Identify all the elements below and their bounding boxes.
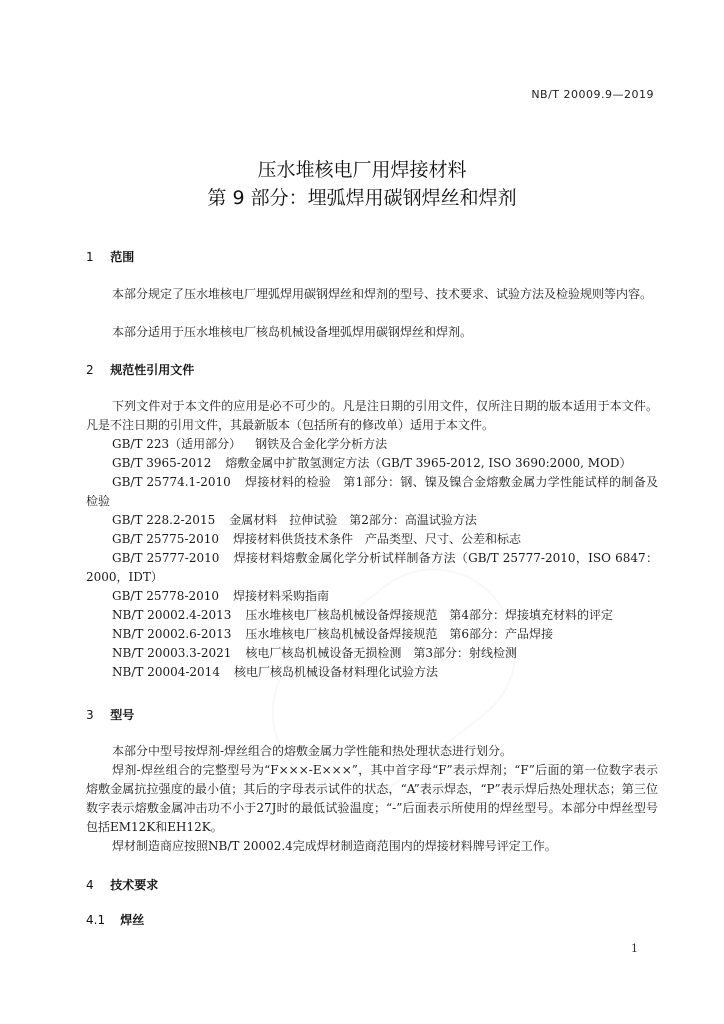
reference-code: NB/T 20003.3-2021 (112, 646, 232, 660)
reference-item (86, 435, 658, 454)
section-3-paragraph-1: 本部分中型号按焊剂-焊丝组合的熔敷金属力学性能和热处理状态进行划分。 (112, 744, 513, 758)
reference-code: GB/T 223（适用部分） (112, 437, 242, 451)
reference-item (86, 511, 658, 530)
reference-title: 焊接材料熔敷金属化学分析试样制备方法（GB/T 25777-2010，ISO 6847：2000，IDT） (86, 551, 658, 584)
section-1-paragraph-2: 本部分适用于压水堆核电厂核岛机械设备埋弧焊用碳钢焊丝和焊剂。 (112, 325, 473, 339)
title-line-1: 压水堆核电厂用焊接材料 (257, 159, 467, 181)
section-1-heading (86, 248, 134, 265)
reference-title: 焊接材料采购指南 (233, 589, 330, 603)
document-title (0, 156, 724, 212)
reference-code: NB/T 20002.6-2013 (112, 627, 232, 641)
section-3-paragraph-2: 焊剂-焊丝组合的完整型号为“F×××-E×××”，其中首字母“F”表示焊剂；“F”后面的第一位数字表示熔敷金属抗拉强度的最小值；其后的字母表示试件的状态，“A”表示焊态，“P”表示焊后热处理状态；第三位数字表示熔敷金属冲击功不小于27J时的最低试验温度；“-”后面表示所使用的焊丝型号。本部分中焊丝型号包括EM12K和EH12K。 (86, 763, 658, 834)
section-4-heading (86, 876, 158, 893)
section-2-intro: 下列文件对于本文件的应用是必不可少的。凡是注日期的引用文件，仅所注日期的版本适用于本文件。凡是不注日期的引用文件，其最新版本（包括所有的修改单）适用于本文件。 (86, 399, 658, 432)
section-title: 范围 (110, 250, 135, 264)
section-number: 3 (86, 708, 94, 722)
section-number: 1 (86, 250, 94, 264)
section-3-paragraph-3: 焊材制造商应按照NB/T 20002.4完成焊材制造商范围内的焊接材料牌号评定工作。 (112, 839, 557, 853)
reference-code: NB/T 20002.4-2013 (112, 608, 232, 622)
reference-item (86, 454, 658, 473)
reference-title: 压水堆核电厂核岛机械设备焊接规范 第6部分：产品焊接 (245, 627, 554, 641)
section-3-heading (86, 706, 134, 723)
title-line-2: 第 9 部分：埋弧焊用碳钢焊丝和焊剂 (207, 187, 517, 209)
reference-title: 焊接材料的检验 第1部分：钢、镍及镍合金熔敷金属力学性能试样的制备及检验 (86, 475, 658, 508)
reference-title: 核电厂核岛机械设备材料理化试验方法 (233, 665, 438, 679)
section-number: 4 (86, 878, 94, 892)
section-4-1-heading (86, 911, 144, 928)
reference-item (86, 549, 658, 587)
section-number: 4.1 (86, 913, 106, 927)
reference-item (86, 530, 658, 549)
reference-code: GB/T 25775-2010 (112, 532, 220, 546)
reference-title: 焊接材料供货技术条件 产品类型、尺寸、公差和标志 (233, 532, 522, 546)
standard-code: NB/T 20009.9—2019 (531, 88, 654, 101)
reference-title: 核电厂核岛机械设备无损检测 第3部分：射线检测 (245, 646, 518, 660)
section-title: 型号 (110, 708, 135, 722)
reference-title: 金属材料 拉伸试验 第2部分：高温试验方法 (229, 513, 477, 527)
reference-title: 钢铁及合金化学分析方法 (255, 437, 388, 451)
reference-code: NB/T 20004-2014 (112, 665, 220, 679)
reference-item (86, 473, 658, 511)
page-number: 1 (631, 942, 638, 955)
reference-code: GB/T 228.2-2015 (112, 513, 216, 527)
section-title: 焊丝 (120, 913, 145, 927)
section-1-paragraph-1: 本部分规定了压水堆核电厂埋弧焊用碳钢焊丝和焊剂的型号、技术要求、试验方法及检验规则等内容。 (112, 287, 653, 301)
section-number: 2 (86, 363, 94, 377)
section-title: 规范性引用文件 (110, 363, 195, 377)
reference-title: 压水堆核电厂核岛机械设备焊接规范 第4部分：焊接填充材料的评定 (245, 608, 614, 622)
reference-code: GB/T 25774.1-2010 (112, 475, 231, 489)
reference-code: GB/T 25778-2010 (112, 589, 220, 603)
reference-title: 熔敷金属中扩散氢测定方法（GB/T 3965-2012, ISO 3690:2000, MOD） (225, 456, 632, 470)
reference-code: GB/T 25777-2010 (112, 551, 220, 565)
section-title: 技术要求 (110, 878, 159, 892)
section-2-heading (86, 361, 194, 378)
reference-code: GB/T 3965-2012 (112, 456, 212, 470)
